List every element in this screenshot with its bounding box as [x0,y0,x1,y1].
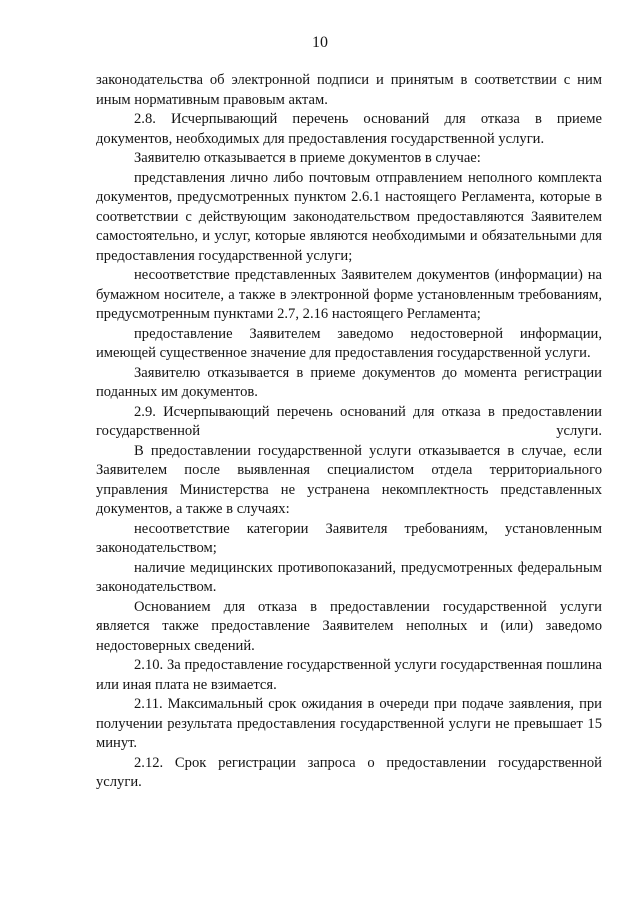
section-2-9-heading: 2.9. Исчерпывающий перечень оснований для отказа в предоставлении государственной услуги. [96,403,602,439]
list-item-nonconformity: несоответствие представленных Заявителем документов (информации) на бумажном носителе, а также в электронной форме установленным требованиям, предусмотренным пунктами 2.7, 2.16 настоящего Регламента; [96,267,602,322]
paragraph-refusal-intro: Заявителю отказывается в приеме документов в случае: [134,150,481,166]
list-item-incomplete-documents: представления лично либо почтовым отправлением неполного комплекта документов, предусмотренных пунктом 2.6.1 настоящего Регламента, которые в соответствии с действующим законодательством предоставляются Заявителем самостоятельно, и услуг, которые являются необходимыми и обязательными для предоставления государственной услуги; [96,169,602,264]
section-2-10: 2.10. За предоставление государственной услуги государственная пошлина или иная плата не взимается. [96,657,602,693]
paragraph-refusal-grounds: Основанием для отказа в предоставлении государственной услуги является также предоставление Заявителем неполных и (или) заведомо недостоверных сведений. [96,598,602,654]
paragraph-service-refusal: В предоставлении государственной услуги отказывается в случае, если Заявителем после выявленная специалистом отдела территориального управления Министерства не устранена некомплектность представленных документов, а также в случаях: [96,442,602,517]
section-2-8-heading: 2.8. Исчерпывающий перечень оснований для отказа в приеме документов, необходимых для предоставления государственной услуги. [96,111,602,147]
page-number: 10 [312,34,328,51]
section-2-12: 2.12. Срок регистрации запроса о предоставлении государственной услуги. [96,754,602,790]
list-item-medical-contraindications: наличие медицинских противопоказаний, предусмотренных федеральным законодательством. [96,559,602,595]
list-item-category-mismatch: несоответствие категории Заявителя требованиям, установленным законодательством; [96,520,602,556]
list-item-false-information: предоставление Заявителем заведомо недостоверной информации, имеющей существенное значение для предоставления государственной услуги. [96,325,602,361]
section-2-11: 2.11. Максимальный срок ожидания в очереди при подаче заявления, при получении результата предоставления государственной услуги не превышает 15 минут. [96,696,602,751]
paragraph-law-continuation: законодательства об электронной подписи и принятым в соответствии с ним иным нормативным правовым актам. [96,72,602,108]
paragraph-refusal-before-registration: Заявителю отказывается в приеме документов до момента регистрации поданных им документов. [96,364,602,400]
document-body [96,71,602,793]
